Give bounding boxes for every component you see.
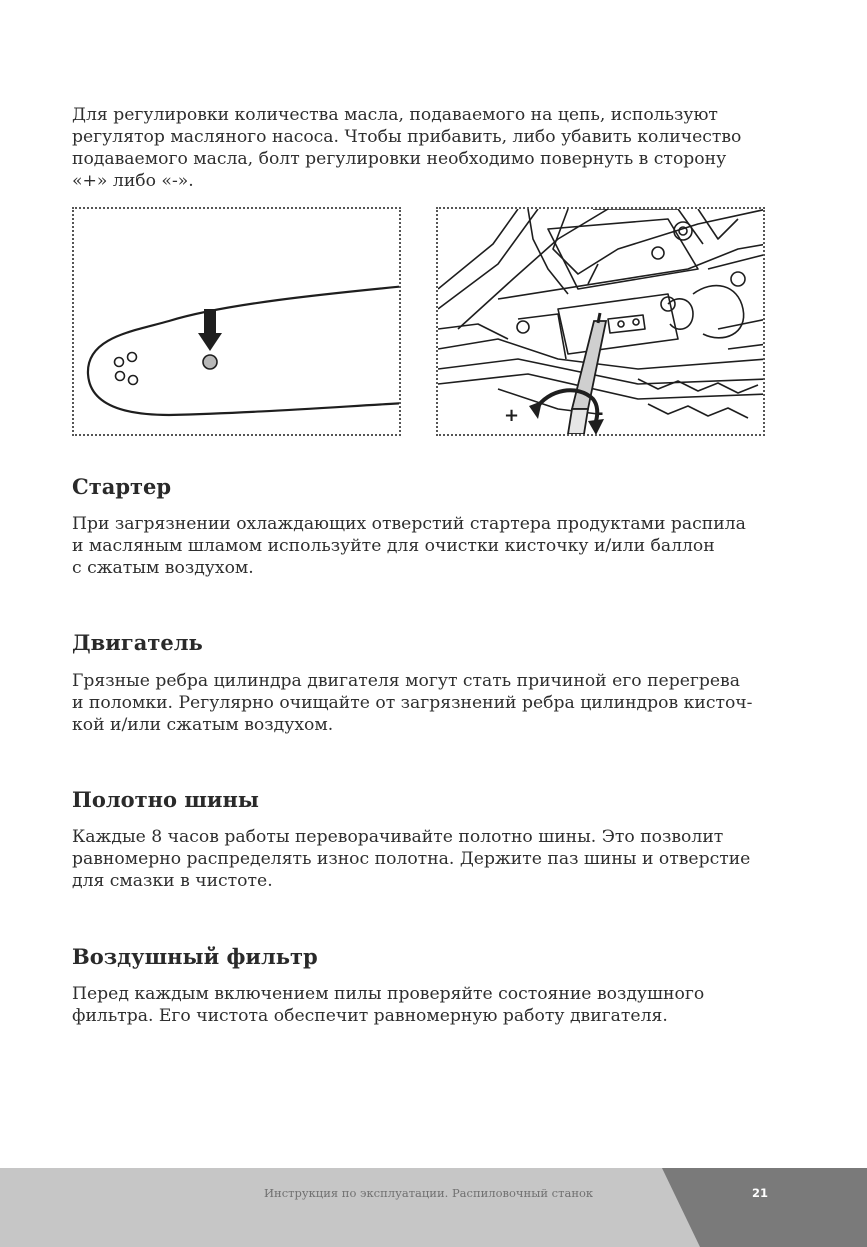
section-text-air-filter: Перед каждым включением пилы проверяйте состояние воздушного фильтра. Его чистота обеспечит равномерную работу двигателя. — [72, 984, 705, 1026]
plus-label: + — [504, 405, 520, 426]
intro-paragraph: Для регулировки количества масла, подаваемого на цепь, используют регулятор масляного насоса. Чтобы прибавить, либо убавить количество подаваемого масла, болт регулировки необходимо повернуть в сторону «+» либо «-». — [72, 105, 742, 191]
section-title-air-filter: Воздушный фильтр — [72, 944, 318, 969]
guide-bar-figure — [72, 207, 401, 436]
oil-pump-illustration — [438, 209, 765, 436]
page-number: 21 — [752, 1186, 769, 1200]
section-text-bar: Каждые 8 часов работы переворачивайте полотно шины. Это позволит равномерно распределять износ полотна. Держите паз шины и отверстие для смазки в чистоте. — [72, 827, 751, 891]
section-title-starter: Стартер — [72, 474, 172, 499]
section-text-starter: При загрязнении охлаждающих отверстий стартера продуктами распила и масляным шламом используйте для очистки кисточку и/или баллон с сжатым воздухом. — [72, 514, 746, 578]
footer-caption: Инструкция по эксплуатации. Распиловочный станок — [264, 1186, 594, 1200]
oil-hole — [203, 355, 217, 369]
section-text-engine: Грязные ребра цилиндра двигателя могут стать причиной его перегрева и поломки. Регулярно очищайте от загрязнений ребра цилиндров кисточ- кой и/или сжатым воздухом. — [72, 671, 753, 735]
footer-page-tab — [0, 1168, 867, 1247]
section-title-bar: Полотно шины — [72, 787, 259, 812]
guide-bar-illustration — [74, 209, 401, 436]
oil-pump-figure — [436, 207, 765, 436]
section-title-engine: Двигатель — [72, 630, 203, 655]
minus-label: - — [596, 403, 604, 424]
